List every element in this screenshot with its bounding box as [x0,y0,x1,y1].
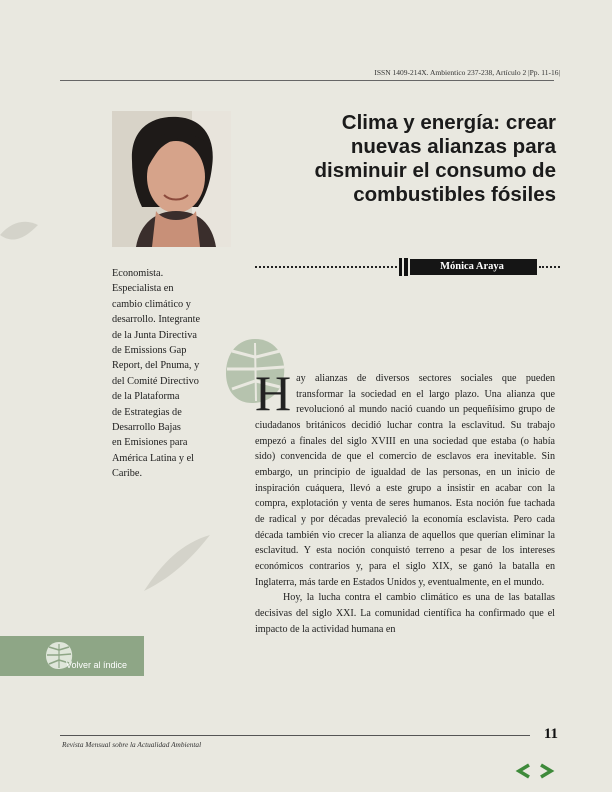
previous-page-button[interactable] [514,763,534,779]
header-rule [60,80,554,81]
author-bio [112,266,230,482]
bio-line: cambio climático y [112,298,191,310]
bio-line: de la Plataforma [112,391,180,403]
author-bar [255,258,560,276]
title-line: disminuir el consumo de [314,159,556,182]
bio-line: en Emisiones para [112,437,188,449]
bio-line: Report, del Pnuma, y [112,360,200,372]
body-paragraph [255,365,555,590]
bio-line: Especialista en [112,283,174,295]
bio-line: Desarrollo Bajas [112,422,181,434]
back-to-index-button[interactable] [0,636,144,676]
bio-line: Caribe. [112,468,143,480]
drop-cap: H [255,365,292,421]
title-line: combustibles fósiles [353,183,556,206]
dotted-divider [539,266,560,268]
back-to-index-label: Volver al índice [66,660,128,670]
dotted-divider [255,266,397,268]
chevron-left-icon [514,763,534,779]
background-leaf-icon [0,215,40,255]
article-title [262,111,556,207]
issn-header: ISSN 1409-214X. Ambientico 237-238, Artículo 2 |Pp. 11-16| [374,68,560,77]
title-line: nuevas alianzas para [350,135,556,158]
divider-bar [534,259,537,275]
bio-line: de la Junta Directiva [112,329,197,341]
divider-bars [399,258,408,276]
bio-line: del Comité Directivo [112,375,199,387]
bio-line: de Estrategias de [112,406,182,418]
journal-name: Revista Mensual sobre la Actualidad Ambiental [62,740,202,749]
background-leaf-icon [142,533,212,593]
author-photo [112,111,231,247]
article-body [255,365,555,637]
bio-line: de Emissions Gap [112,345,187,357]
bio-line: Economista. [112,268,164,279]
body-paragraph: Hoy, la lucha contra el cambio climático es una de las batallas decisivas del siglo XXI. La comunidad científica ha confirmado que el impacto de la actividad humana en [255,592,555,635]
bio-line: desarrollo. Integrante [112,314,201,326]
footer-rule [60,735,530,736]
title-line: Clima y energía: crear [341,111,556,134]
paragraph-text: ay alianzas de diversos sectores sociales que pueden transformar la sociedad en el largo plazo. Una alianza que revolucionó al mundo nació cuando un pequeñísimo grupo de ciudadanos británicos decidió luchar contra la esclavitud. Su trabajo empezó a finales del siglo XVIII en una sociedad que estaba (o había sido) convencida de que el comercio de esclavos era inevitable. Sin embargo, un principio de igualdad de las personas, en un inicio de inspiración cuáquera, llevó a este grupo a insistir en acabar con la compra, explotación y venta de seres humanos. Esta noción fue tachada de radical y por décadas prevaleció la economía esclavista. Pero cada década también vio crecer la alianza de aquellos que querían eliminar la esclavitud. Y esta noción conquistó terreno a pesar de los intereses económicos contrarios y, para el siglo XIX, se ganó la batalla en Inglaterra, más tarde en Estados Unidos y, eventualmente, en el mundo. [255,373,555,588]
chevron-right-icon [536,763,556,779]
author-portrait-image [112,111,231,247]
page-number: 11 [543,726,558,742]
author-name: Mónica Araya [410,259,534,275]
next-page-button[interactable] [536,763,556,779]
bio-line: América Latina y el [112,452,195,464]
